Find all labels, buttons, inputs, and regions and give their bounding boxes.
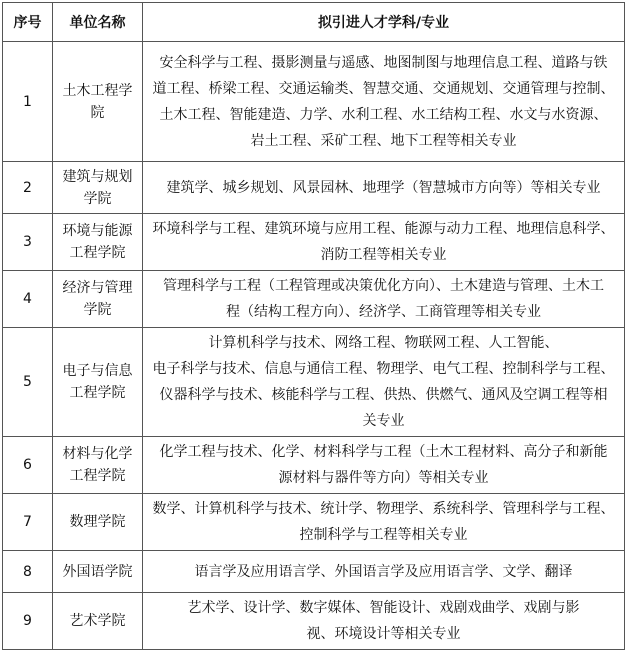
table-row: [3, 162, 625, 214]
unit-name-line: 工程学院: [69, 468, 126, 484]
row-index: 5: [3, 328, 53, 437]
majors-line: 数学、计算机科学与技术、统计学、物理学、系统科学、管理科学与工程、: [152, 501, 615, 517]
unit-name-cell: [53, 551, 143, 593]
unit-name-cell: [53, 328, 143, 437]
table-row: [3, 437, 625, 494]
table-row: [3, 593, 625, 650]
row-index: 3: [3, 214, 53, 271]
unit-name-line: 艺术学院: [69, 613, 126, 629]
header-index: 序号: [3, 3, 53, 42]
unit-name-line: 土木工程学: [62, 82, 133, 99]
majors-cell: [143, 328, 625, 437]
unit-name-line: 学院: [83, 190, 112, 207]
majors-cell: [143, 214, 625, 271]
unit-name-cell: [53, 214, 143, 271]
unit-name-line: 工程学院: [69, 385, 126, 401]
table-row: [3, 494, 625, 551]
majors-line: 程（结构工程方向）、经济学、工商管理等相关专业: [226, 304, 541, 320]
unit-name-line: 建筑与规划: [62, 168, 133, 185]
table-row: [3, 214, 625, 271]
majors-line: 安全科学与工程、摄影测量与遥感、地图制图与地理信息工程、道路与铁: [159, 54, 608, 71]
header-majors: 拟引进人才学科/专业: [143, 3, 625, 42]
unit-name-cell: [53, 271, 143, 328]
unit-name-cell: [53, 42, 143, 162]
majors-line: 语言学及应用语言学、外国语言学及应用语言学、文学、翻译: [194, 563, 573, 580]
unit-name-cell: [53, 593, 143, 650]
majors-line: 控制科学与工程等相关专业: [299, 527, 468, 543]
unit-name-line: 环境与能源: [62, 223, 133, 239]
majors-line: 道工程、桥梁工程、交通运输类、智慧交通、交通规划、交通管理与控制、: [152, 80, 615, 97]
majors-line: 环境科学与工程、建筑环境与应用工程、能源与动力工程、地理信息科学、: [152, 221, 615, 237]
unit-name-line: 院: [90, 104, 105, 121]
table-row: [3, 42, 625, 162]
majors-cell: [143, 551, 625, 593]
talent-majors-table: [2, 2, 625, 650]
majors-line: 艺术学、设计学、数字媒体、智能设计、戏剧戏曲学、戏剧与影: [187, 600, 580, 616]
majors-line: 仪器科学与技术、核能科学与工程、供热、供燃气、通风及空调工程等相: [159, 387, 608, 403]
unit-name-line: 经济与管理: [62, 280, 133, 296]
majors-line: 土木工程、智能建造、力学、水利工程、水工结构工程、水文与水资源、: [159, 106, 608, 123]
majors-cell: [143, 494, 625, 551]
majors-line: 视、环境设计等相关专业: [306, 626, 461, 642]
table-row: [3, 328, 625, 437]
majors-line: 消防工程等相关专业: [320, 247, 447, 263]
majors-cell: [143, 437, 625, 494]
table-header-row: [3, 3, 625, 42]
majors-line: 关专业: [362, 413, 405, 429]
majors-line: 岩土工程、采矿工程、地下工程等相关专业: [250, 132, 517, 149]
table-row: [3, 551, 625, 593]
majors-cell: [143, 162, 625, 214]
majors-cell: [143, 593, 625, 650]
unit-name-line: 工程学院: [69, 245, 126, 261]
majors-line: 建筑学、城乡规划、风景园林、地理学（智慧城市方向等）等相关专业: [166, 179, 601, 196]
row-index: 6: [3, 437, 53, 494]
unit-name-line: 材料与化学: [62, 446, 133, 462]
row-index: 8: [3, 551, 53, 593]
row-index: 2: [3, 162, 53, 214]
majors-line: 计算机科学与技术、网络工程、物联网工程、人工智能、: [208, 335, 559, 351]
header-unit: 单位名称: [53, 3, 143, 42]
table-body: [3, 42, 625, 650]
majors-line: 源材料与器件等方向）等相关专业: [278, 470, 489, 486]
unit-name-line: 数理学院: [69, 514, 126, 530]
majors-line: 化学工程与技术、化学、材料科学与工程（土木工程材料、高分子和新能: [159, 444, 608, 460]
unit-name-line: 学院: [83, 302, 112, 318]
unit-name-line: 外国语学院: [62, 563, 133, 580]
majors-cell: [143, 271, 625, 328]
majors-line: 电子科学与技术、信息与通信工程、物理学、电气工程、控制科学与工程、: [152, 361, 615, 377]
row-index: 1: [3, 42, 53, 162]
unit-name-cell: [53, 494, 143, 551]
unit-name-cell: [53, 437, 143, 494]
row-index: 7: [3, 494, 53, 551]
unit-name-cell: [53, 162, 143, 214]
table-row: [3, 271, 625, 328]
majors-line: 管理科学与工程（工程管理或决策优化方向）、土木建造与管理、土木工: [163, 278, 604, 294]
majors-cell: [143, 42, 625, 162]
row-index: 4: [3, 271, 53, 328]
row-index: 9: [3, 593, 53, 650]
unit-name-line: 电子与信息: [62, 363, 133, 379]
